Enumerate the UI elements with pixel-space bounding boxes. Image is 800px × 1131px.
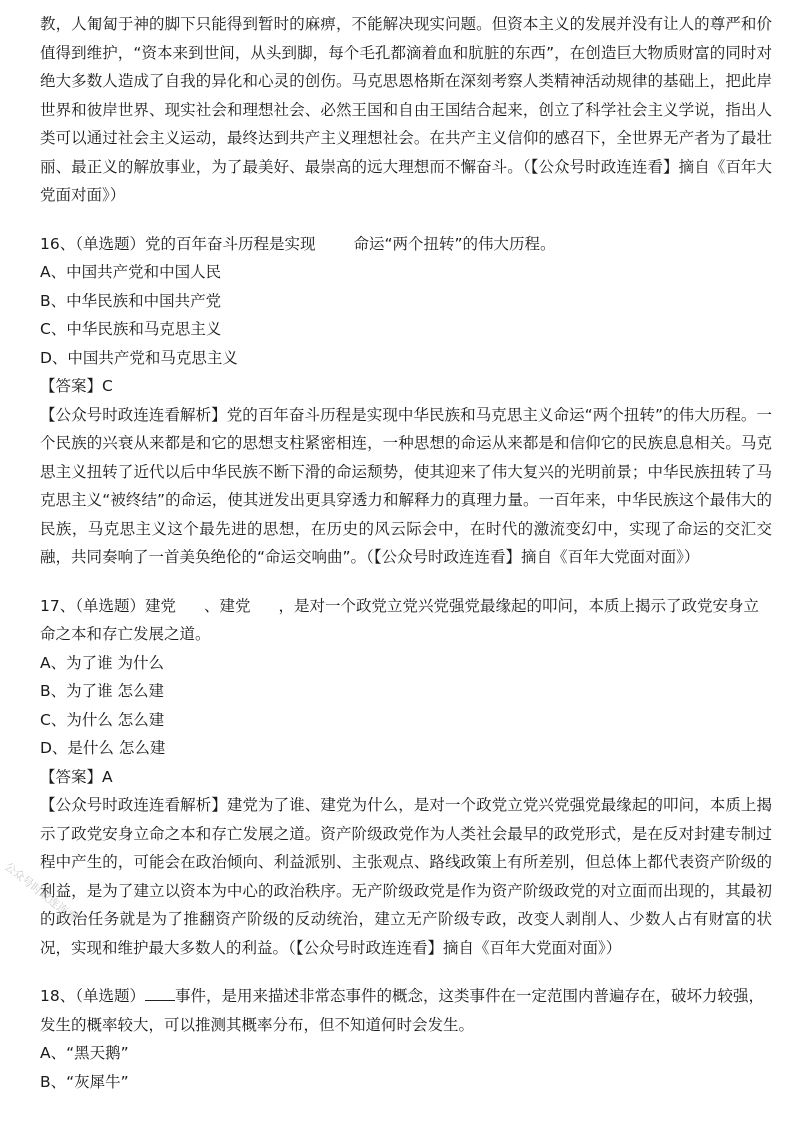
question-title: 18、（单选题） 事件，是用来描述非常态事件的概念，这类事件在一定范围内普遍存在，破坏力较强，发生的概率较大，可以推测其概率分布，但不知道何时会发生。	[40, 987, 764, 1034]
question-18	[40, 982, 772, 1096]
document-page	[40, 10, 772, 1096]
question-16	[40, 230, 772, 572]
question-title: 16、（单选题）党的百年奋斗历程是实现 命运“两个扭转”的伟大历程。	[40, 234, 556, 253]
intro-paragraph: 教，人匍匐于神的脚下只能得到暂时的麻痹，不能解决现实问题。但资本主义的发展并没有让人的尊严和价值得到维护，“资本来到世间，从头到脚，每个毛孔都滴着血和肮脏的东西”，在创造巨大物质财富的同时对绝大多数人造成了自我的异化和心灵的创伤。马克思恩格斯在深刻考察人类精神活动规律的基础上，把此岸世界和彼岸世界、现实社会和理想社会、必然王国和自由王国结合起来，创立了科学社会主义学说，指出人类可以通过社会主义运动，最终达到共产主义理想社会。在共产主义信仰的感召下，全世界无产者为了最壮丽、最正义的解放事业，为了最美好、最崇高的远大理想而不懈奋斗。（【公众号时政连连看】摘自《百年大党面对面》）	[40, 15, 772, 204]
option-a: A、为了谁 为什么	[40, 653, 165, 672]
option-d: D、中国共产党和马克思主义	[40, 348, 238, 367]
option-b: B、为了谁 怎么建	[40, 682, 165, 700]
option-b: B、“灰犀牛”	[40, 1072, 129, 1091]
option-c: C、中华民族和马克思主义	[40, 320, 222, 338]
answer-label: 【答案】C	[40, 377, 113, 395]
option-c: C、为什么 怎么建	[40, 710, 165, 729]
question-title: 17、（单选题）建党 、建党 ，是对一个政党立党兴党强党最缘起的叩问，本质上揭示了政党安身立命之本和存亡发展之道。	[40, 596, 760, 643]
analysis-paragraph: 【公众号时政连连看解析】党的百年奋斗历程是实现中华民族和马克思主义命运“两个扭转”的伟大历程。一个民族的兴衰从来都是和它的思想支柱紧密相连，一种思想的命运从来都是和信仰它的民族息息相关。马克思主义扭转了近代以后中华民族不断下滑的命运颓势，使其迎来了伟大复兴的光明前景；中华民族扭转了马克思主义“被终结”的命运，使其迸发出更具穿透力和解释力的真理力量。一百年来，中华民族这个最伟大的民族，马克思主义这个最先进的思想，在历史的风云际会中，在时代的激流变幻中，实现了命运的交汇交融，共同奏响了一首美奂绝伦的“命运交响曲”。（【公众号时政连连看】摘自《百年大党面对面》）	[40, 405, 772, 566]
question-17	[40, 592, 772, 963]
analysis-paragraph: 【公众号时政连连看解析】建党为了谁、建党为什么，是对一个政党立党兴党强党最缘起的叩问，本质上揭示了政党安身立命之本和存亡发展之道。资产阶级政党作为人类社会最早的政党形式，是在反对封建专制过程中产生的，可能会在政治倾向、利益派别、主张观点、路线政策上有所差别，但总体上都代表资产阶级的利益，是为了建立以资本为中心的政治秩序。无产阶级政党是作为资产阶级政党的对立面而出现的，其最初的政治任务就是为了推翻资产阶级的反动统治，建立无产阶级专政，改变人剥削人、少数人占有财富的状况，实现和维护最大多数人的利益。（【公众号时政连连看】摘自《百年大党面对面》）	[40, 796, 772, 957]
answer-label: 【答案】A	[40, 767, 113, 786]
option-d: D、是什么 怎么建	[40, 739, 166, 757]
answer-blank	[145, 986, 175, 1001]
option-a: A、中国共产党和中国人民	[40, 263, 222, 281]
watermark-stamp: 公众号时政连连看	[1, 860, 80, 925]
option-b: B、中华民族和中国共产党	[40, 291, 222, 310]
option-a: A、“黑天鹅”	[40, 1044, 129, 1062]
